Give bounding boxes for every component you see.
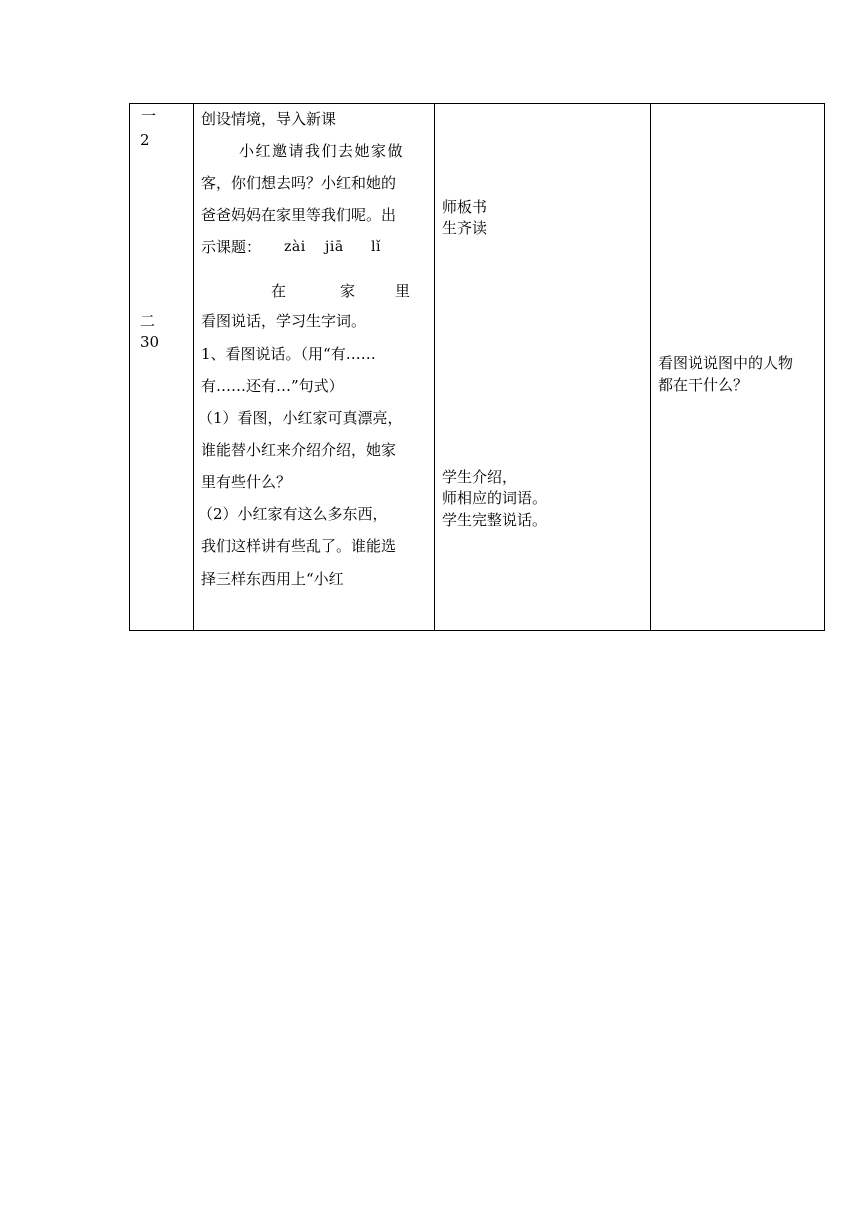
section-heading-picture-talk: 看图说话，学习生字词。 bbox=[201, 312, 367, 330]
step-two-number: 二 bbox=[140, 312, 156, 330]
section-heading-intro: 创设情境，导入新课 bbox=[201, 110, 337, 128]
pinyin-zai: zài bbox=[284, 239, 306, 255]
activity-line: 师相应的词语。 bbox=[442, 489, 548, 507]
content-line: 客，你们想去吗？小红和她的 bbox=[201, 174, 397, 192]
activity-column bbox=[435, 104, 651, 631]
content-line: 里有些什么？ bbox=[201, 473, 292, 491]
step-one-minutes: 2 bbox=[140, 131, 150, 149]
content-line: 择三样东西用上“小红 bbox=[201, 570, 344, 588]
content-line: 示课题： bbox=[201, 238, 262, 256]
content-line: 爸爸妈妈在家里等我们呢。出 bbox=[201, 206, 397, 224]
pinyin-jia: jiā bbox=[325, 239, 344, 255]
content-line: （2）小红家有这么多东西， bbox=[198, 505, 388, 523]
note-line: 都在干什么？ bbox=[658, 376, 749, 394]
activity-line: 生齐读 bbox=[442, 219, 488, 237]
content-line: 谁能替小红来介绍介绍，她家 bbox=[201, 441, 397, 459]
content-line: 1、看图说话。（用“有…… bbox=[201, 345, 376, 363]
activity-line: 学生完整说话。 bbox=[442, 511, 548, 529]
content-line: 小红邀请我们去她家做 bbox=[239, 142, 405, 160]
content-line: 有……还有…”句式） bbox=[201, 377, 344, 395]
activity-line: 学生介绍， bbox=[442, 468, 518, 486]
title-char-jia: 家 bbox=[340, 282, 356, 300]
step-one-number: 一 bbox=[141, 107, 157, 125]
notes-column bbox=[651, 104, 825, 631]
content-line: 我们这样讲有些乱了。谁能选 bbox=[201, 537, 397, 555]
title-char-li: 里 bbox=[395, 282, 411, 300]
content-line: （1）看图，小红家可真漂亮， bbox=[198, 409, 403, 427]
note-line: 看图说说图中的人物 bbox=[658, 354, 794, 372]
table-row bbox=[130, 104, 825, 631]
pinyin-li: lǐ bbox=[371, 239, 381, 255]
content-column bbox=[194, 104, 435, 631]
title-char-zai: 在 bbox=[271, 282, 287, 300]
activity-line: 师板书 bbox=[442, 198, 488, 216]
lesson-plan-table bbox=[129, 103, 825, 631]
step-two-minutes: 30 bbox=[140, 333, 160, 351]
time-column bbox=[130, 104, 194, 631]
